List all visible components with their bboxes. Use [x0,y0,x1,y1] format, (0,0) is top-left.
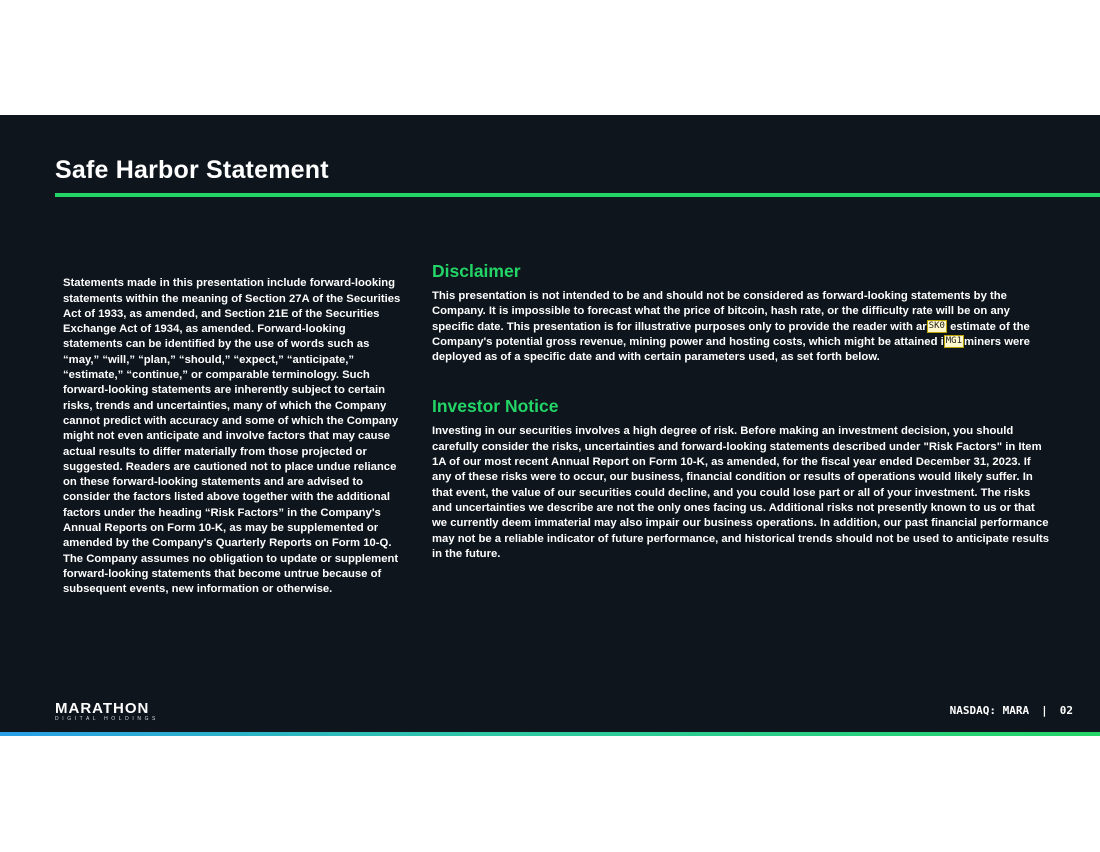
ticker-label: NASDAQ: MARA [949,704,1030,717]
disclaimer-section [432,260,1052,365]
slide-title: Safe Harbor Statement [55,156,329,184]
right-column [432,260,1052,562]
logo-subtitle: DIGITAL HOLDINGS [55,716,159,722]
investor-notice-text: Investing in our securities involves a high degree of risk. Before making an investment decision, you should carefully consider the risks, uncertainties and forward-looking statements described under "Risk Factors" in Item 1A of our most recent Annual Report on Form 10-K, as amended, for the fiscal year ended December 31, 2023. If any of these risks were to occur, our business, financial condition or results of operations would likely suffer. In that event, the value of our securities could decline, and you could lose part or all of your investment. The risks and uncertainties we describe are not the only ones facing us. Additional risks not presently known to us or that we currently deem immaterial may also impair our business operations. In addition, our past financial performance may not be a reliable indicator of future performance, and historical trends should not be used to anticipate results in the future. [432,425,1050,560]
disclaimer-text-part2: estimate of the Company's potential gross revenue, mining power and hosting costs, which might be attained i [432,320,1030,348]
disclaimer-heading: Disclaimer [432,261,521,281]
safe-harbor-text: Statements made in this presentation include forward-looking statements within the meaning of Section 27A of the Securities Act of 1933, as amended, and Section 21E of the Securities Exchange Act of 1934, as amended. Forward-looking statements can be identified by the use of words such as “may,” “will,” “plan,” “should,” “expect,” “anticipate,” “estimate,” “continue,” or comparable terminology. Such forward-looking statements are inherently subject to certain risks, trends and uncertainties, many of which the Company cannot predict with accuracy and some of which the Company might not even anticipate and involve factors that may cause actual results to differ materially from those projected or suggested. Readers are cautioned not to place undue reliance on these forward-looking statements and are advised to consider the factors listed above together with the additional factors under the heading “Risk Factors” in the Company's Annual Reports on Form 10-K, as may be supplemented or amended by the Company's Quarterly Reports on Form 10-Q. The Company assumes no obligation to update or supplement forward-looking statements that become untrue because of subsequent events, new information or otherwise. [63,277,401,596]
footer-ticker-page [950,704,1073,717]
annotation-tag-sk0: SK0 [928,321,945,332]
disclaimer-text [432,289,1052,365]
bottom-gradient-bar [0,732,1100,736]
annotation-tag-mg1: MG1 [945,336,963,347]
slide [0,115,1100,732]
logo-wordmark: MARATHON [55,700,150,717]
investor-notice-heading: Investor Notice [432,396,559,417]
title-underline [55,193,1100,197]
investor-notice-section [432,395,1052,562]
footer-separator: | [1041,704,1048,717]
disclaimer-text-part3: miners were deployed as of a specific date and with certain parameters used, as set forth below. [432,335,1030,364]
marathon-logo [55,701,159,723]
page-number: 02 [1059,704,1073,717]
disclaimer-text-part1: This presentation is not intended to be and should not be considered as forward-looking statements by the Company. It is impossible to forecast what the price of bitcoin, hash rate, or the difficulty rate will be on any specific date. This presentation is for illustrative purposes only to provide the reader with ar [432,290,1010,333]
